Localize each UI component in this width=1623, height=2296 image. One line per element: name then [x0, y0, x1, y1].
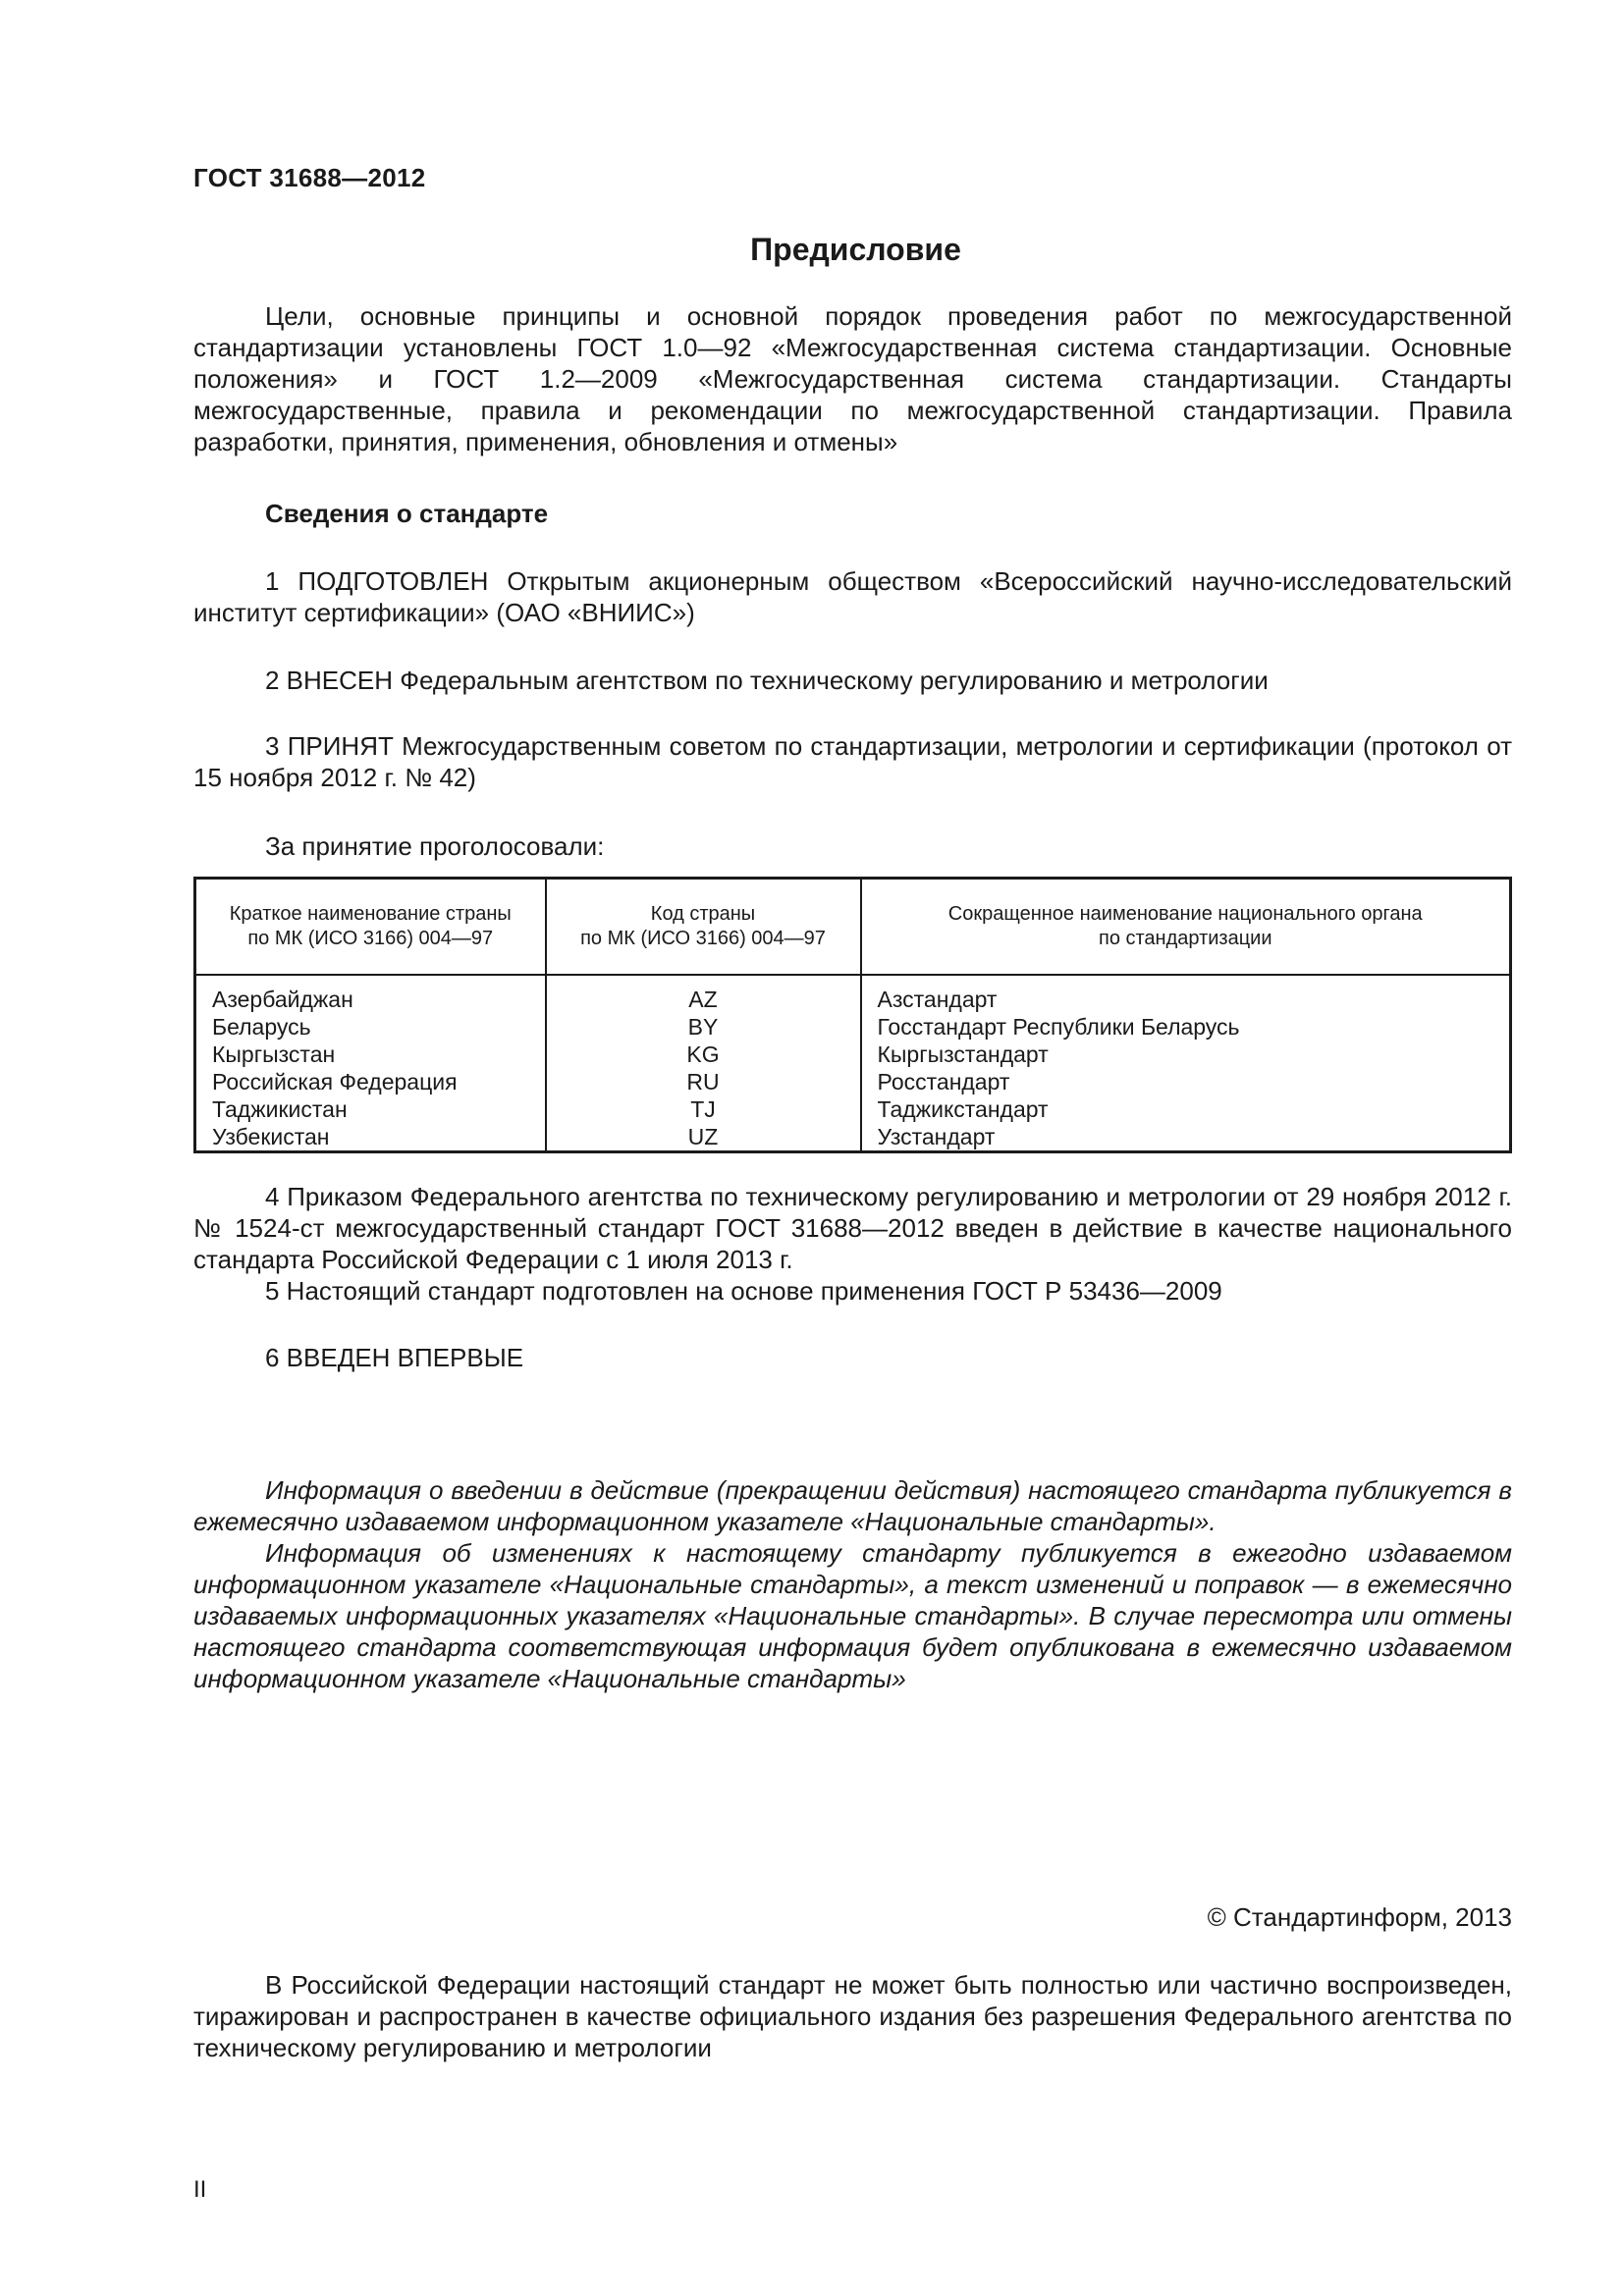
item-2-paragraph: 2 ВНЕСЕН Федеральным агентством по техническому регулированию и метрологии — [265, 666, 1269, 695]
code-column — [546, 975, 861, 1152]
code-cell: KG — [686, 1041, 720, 1067]
header-country: Краткое наименование страны по МК (ИСО 3166) 004—97 — [195, 879, 546, 976]
item-4-paragraph: 4 Приказом Федерального агентства по техническому регулированию и метрологии от 29 ноября 2012 г. № 1524-ст межгосударственный стандарт ГОСТ 31688—2012 введен в действие в качестве национального стандарта Российской Федерации с 1 июля 2013 г. — [193, 1182, 1512, 1274]
country-cell: Кыргызстан — [212, 1041, 336, 1067]
table-body-row — [195, 975, 1511, 1152]
item-5-paragraph: 5 Настоящий стандарт подготовлен на основе применения ГОСТ Р 53436—2009 — [265, 1276, 1222, 1306]
intro-paragraph: Цели, основные принципы и основной порядок проведения работ по межгосударственной стандартизации установлены ГОСТ 1.0—92 «Межгосударственная система стандартизации. Основные положения» и ГОСТ 1.2—2009 «Межгосударственная система стандартизации. Стандарты межгосударственные, правила и рекомендации по межгосударственной стандартизации. Правила разработки, принятия, применения, обновления и отмены» — [193, 301, 1512, 456]
info-paragraph-1: Информация о введении в действие (прекращении действия) настоящего стандарта публикуется в ежемесячно издаваемом информационном указателе «Национальные стандарты». — [193, 1475, 1512, 1536]
country-cell: Беларусь — [212, 1014, 311, 1040]
standards-body-cell: Госстандарт Республики Беларусь — [877, 1014, 1240, 1040]
standards-body-cell: Кыргызстандарт — [877, 1041, 1049, 1067]
voting-table — [193, 877, 1512, 1153]
code-cell: AZ — [688, 987, 718, 1012]
code-cell: RU — [686, 1069, 720, 1095]
header-standards-body: Сокращенное наименование национального органа по стандартизации — [861, 879, 1511, 976]
page-number: II — [193, 2176, 207, 2203]
country-cell: Азербайджан — [212, 987, 353, 1012]
header-code: Код страны по МК (ИСО 3166) 004—97 — [546, 879, 861, 976]
item-3-paragraph: 3 ПРИНЯТ Межгосударственным советом по стандартизации, метрологии и сертификации (протокол от 15 ноября 2012 г. № 42) — [193, 731, 1512, 792]
standards-body-cell: Азстандарт — [877, 987, 998, 1012]
copyright-notice: © Стандартинформ, 2013 — [1207, 1902, 1512, 1932]
section-heading: Сведения о стандарте — [265, 499, 549, 528]
item-6-paragraph: 6 ВВЕДЕН ВПЕРВЫЕ — [265, 1343, 524, 1372]
code-cell: TJ — [690, 1096, 716, 1122]
standards-body-column — [861, 975, 1511, 1152]
standards-body-cell: Узстандарт — [877, 1124, 996, 1149]
info-paragraph-2: Информация об изменениях к настоящему стандарту публикуется в ежегодно издаваемом информационном указателе «Национальные стандарты», а текст изменений и поправок — в ежемесячно издаваемых информационных указателях «Национальные стандарты». В случае пересмотра или отмены настоящего стандарта соответствующая информация будет опубликована в ежемесячно издаваемом информационном указателе «Национальные стандарты» — [193, 1538, 1512, 1693]
standards-body-cell: Росстандарт — [877, 1069, 1010, 1095]
reproduction-notice: В Российской Федерации настоящий стандарт не может быть полностью или частично воспроизведен, тиражирован и распространен в качестве официального издания без разрешения Федерального агентства по техническому регулированию и метрологии — [193, 1970, 1512, 2062]
country-cell: Узбекистан — [212, 1124, 330, 1149]
country-cell: Российская Федерация — [212, 1069, 458, 1095]
country-column — [195, 975, 546, 1152]
code-cell: BY — [687, 1014, 719, 1040]
vote-intro: За принятие проголосовали: — [265, 831, 605, 861]
country-cell: Таджикистан — [212, 1096, 348, 1122]
code-cell: UZ — [687, 1124, 719, 1149]
standards-body-cell: Таджикстандарт — [877, 1096, 1049, 1122]
table-header-row — [195, 879, 1511, 976]
document-code: ГОСТ 31688—2012 — [193, 163, 426, 192]
page-title: Предисловие — [750, 232, 961, 267]
item-1-paragraph: 1 ПОДГОТОВЛЕН Открытым акционерным обществом «Всероссийский научно-исследовательский институт сертификации» (ОАО «ВНИИС») — [193, 566, 1512, 627]
